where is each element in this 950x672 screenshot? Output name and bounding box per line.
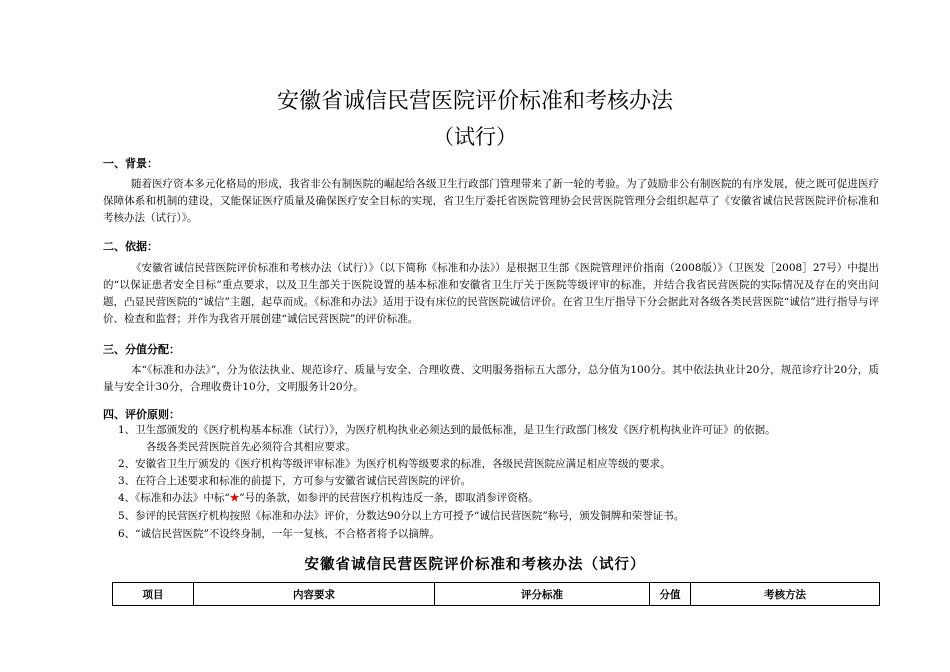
principle-item-2: 2、安徽省卫生厅颁发的《医疗机构等级评审标准》为医疗机构等级要求的标准，各级民营医院应满足相应等级的要求。 — [118, 458, 671, 470]
section-text-basis: 《安徽省诚信民营医院评价标准和考核办法（试行）》（以下简称《标准和办法》）是根据卫生部《医院管理评价指南（2008版）》（卫医发［2008］27号）中提出的“以保证患者安全目标”重点要求，以及卫生部关于医院设置的基本标准和安徽省卫生厅关于医院等级评审的标准，并结合我省民营医院的实际情况及存在的突出问题，凸显民营医院的“诚信”主题，起草而成。《标准和办法》适用于设有床位的民营医院诚信评价。在省卫生厅指导下分会据此对各级各类民营医院“诚信”进行指导与评价、检查和监督；并作为我省开展创建“诚信民营医院”的评价标准。 — [103, 262, 879, 325]
evaluation-table-header — [112, 582, 880, 606]
principle-item-1-continued: 各级各类民营医院首先必须符合其相应要求。 — [146, 441, 356, 453]
column-header-item: 项目 — [113, 583, 194, 606]
column-header-content-requirements: 内容要求 — [194, 583, 435, 606]
column-header-score: 分值 — [650, 583, 691, 606]
column-header-assessment-method: 考核方法 — [691, 583, 880, 606]
principle-item-3: 3、在符合上述要求和标准的前提下，方可参与安徽省诚信民营医院的评价。 — [118, 475, 472, 487]
table-header-row — [113, 583, 880, 606]
principle-item-4-part-a: 4、《标准和办法》中标“ — [118, 492, 230, 504]
section-heading-scoring: 三、分值分配： — [103, 343, 180, 356]
principle-item-4 — [118, 490, 878, 507]
principle-item-6: 6、“诚信民营医院”不设终身制，一年一复核，不合格者将予以摘牌。 — [118, 528, 440, 540]
section-text-background: 随着医疗资本多元化格局的形成，我省非公有制医院的崛起给各级卫生行政部门管理带来了新一轮的考验。为了鼓励非公有制医院的有序发展，使之既可促进医疗保障体系和机制的建设，又能保证医疗质量及确保医疗安全目标的实现，省卫生厅委托省医院管理协会民营医院管理分会组织起草了《安徽省诚信民营医院评价标准和考核办法（试行）》。 — [103, 178, 879, 224]
document-title: 安徽省诚信民营医院评价标准和考核办法 — [276, 89, 673, 114]
section-text-scoring: 本“《标准和办法》”，分为依法执业、规范诊疗、质量与安全、合理收费、文明服务指标五大部分，总分值为100分。其中依法执业计20分，规范诊疗计20分，质量与安全计30分，合理收费计10分，文明服务计20分。 — [103, 364, 879, 393]
section-heading-background: 一、背景： — [103, 157, 158, 170]
document-subtitle: （试行） — [433, 125, 517, 149]
star-icon: ★ — [229, 492, 240, 504]
principle-item-1: 1、卫生部颁发的《医疗机构基本标准（试行）》，为医疗机构执业必须达到的最低标准，是卫生行政部门核发《医疗机构执业许可证》的依据。 — [118, 424, 776, 436]
principle-item-4-part-b: ”号的条款，如参评的民营医疗机构违反一条，即取消参评资格。 — [239, 492, 539, 504]
column-header-scoring-standard: 评分标准 — [435, 583, 650, 606]
section-heading-basis: 二、依据： — [103, 240, 158, 253]
table-title: 安徽省诚信民营医院评价标准和考核办法（试行） — [304, 557, 646, 573]
section-heading-principles: 四、评价原则： — [103, 408, 180, 421]
principle-item-5: 5、参评的民营医疗机构按照《标准和办法》评价，分数达90分以上方可授予“诚信民营医院”称号，颁发铜牌和荣誉证书。 — [118, 510, 685, 522]
